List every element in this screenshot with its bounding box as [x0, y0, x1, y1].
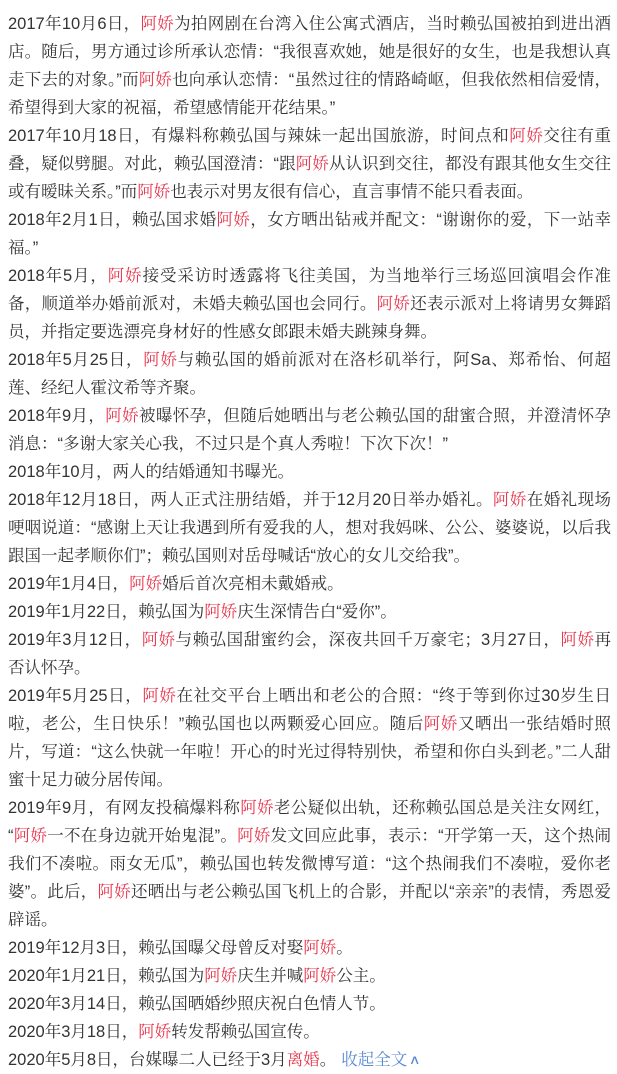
highlighted-keyword[interactable]: 阿娇 [204, 967, 238, 985]
paragraph-text: 老公疑似出轨，还称赖弘国总是关注女网红，“ [8, 799, 612, 845]
article-paragraph [8, 1018, 611, 1046]
paragraph-text: 从认识到交往，都没有跟其他女生交往或有暧昧关系。”而 [8, 155, 612, 201]
paragraph-text: 交往有重叠，疑似劈腿。对此，赖弘国澄清：“跟 [8, 127, 612, 173]
highlighted-keyword[interactable]: 阿娇 [492, 491, 527, 509]
highlighted-keyword[interactable]: 阿娇 [129, 575, 163, 593]
paragraph-text: 公主。 [336, 967, 386, 985]
article-paragraph [8, 934, 611, 962]
article-paragraph [8, 1046, 611, 1074]
paragraph-text: 2018年5月25日， [8, 351, 144, 369]
article-paragraph [8, 402, 611, 458]
paragraph-text: 也表示对男友很有信心，直言事情不能只看表面。 [170, 183, 534, 201]
collapse-link-label: 收起全文 [341, 1051, 408, 1069]
paragraph-text: 2020年3月18日， [8, 1023, 139, 1041]
highlighted-keyword[interactable]: 阿娇 [141, 631, 176, 649]
highlighted-keyword[interactable]: 阿娇 [142, 687, 177, 705]
paragraph-text: 。 [319, 1051, 337, 1069]
paragraph-text: 2017年10月6日， [8, 15, 141, 33]
highlighted-keyword[interactable]: 阿娇 [204, 603, 238, 621]
paragraph-text: 2018年12月18日，两人正式注册结婚，并于12月20日举办婚礼。 [8, 491, 493, 509]
highlighted-keyword[interactable]: 阿娇 [303, 939, 337, 957]
article-paragraph [8, 990, 611, 1018]
paragraph-text: 被曝怀孕，但随后她晒出与老公赖弘国的甜蜜合照，并澄清怀孕消息：“多谢大家关心我，不过只是个真人秀啦！下次下次！” [8, 407, 612, 453]
paragraph-text: 庆生深情告白“爱你”。 [237, 603, 397, 621]
paragraph-text: 2019年5月25日， [8, 687, 143, 705]
paragraph-text: 再否认怀孕。 [8, 631, 611, 677]
article-paragraph [8, 122, 611, 206]
paragraph-text: 还表示派对上将请男女舞蹈员，并指定要选漂亮身材好的性感女郎跟未婚夫跳辣身舞。 [8, 295, 612, 341]
paragraph-text: 一不在身边就开始鬼混”。 [47, 827, 238, 845]
paragraph-text: 又晒出一张结婚时照片，写道：“这么快就一年啦！开心的时光过得特别快，希望和你白头到老。”二人甜蜜十足力破分居传闻。 [8, 715, 612, 789]
highlighted-keyword[interactable]: 阿娇 [423, 715, 458, 733]
paragraph-text: 接受采访时透露将飞往美国，为当地举行三场巡回演唱会作准备，顺道举办婚前派对，未婚夫赖弘国也会同行。 [8, 267, 611, 313]
paragraph-text: 2020年1月21日，赖弘国为 [8, 967, 205, 985]
paragraph-text: 2019年3月12日， [8, 631, 142, 649]
highlighted-keyword[interactable]: 阿娇 [376, 295, 411, 313]
paragraph-text: 在社交平台上晒出和老公的合照：“终于等到你过30岁生日啦，老公，生日快乐！”赖弘国也以两颗爱心回应。随后 [8, 687, 611, 733]
paragraph-text: 2020年3月14日，赖弘国晒婚纱照庆祝白色情人节。 [8, 995, 386, 1013]
paragraph-text: 在婚礼现场哽咽说道：“感谢上天让我遇到所有爱我的人，想对我妈咪、公公、婆婆说，以后我跟国一起孝顺你们”；赖弘国则对岳母喊话“放心的女儿交给我”。 [8, 491, 612, 565]
paragraph-text: 2019年1月22日，赖弘国为 [8, 603, 205, 621]
paragraph-text: 2018年10月，两人的结婚通知书曝光。 [8, 463, 295, 481]
paragraph-text: 与赖弘国的婚前派对在洛杉矶举行，阿Sa、郑希怡、何超莲、经纪人霍汶希等齐聚。 [8, 351, 611, 397]
article-paragraph [8, 458, 611, 486]
paragraph-text: 2019年9月，有网友投稿爆料称 [8, 799, 241, 817]
article-paragraph [8, 206, 611, 262]
highlighted-keyword[interactable]: 阿娇 [138, 71, 173, 89]
highlighted-keyword[interactable]: 阿娇 [560, 631, 595, 649]
highlighted-keyword[interactable]: 离婚 [286, 1051, 320, 1069]
paragraph-text: 发文回应此事，表示：“开学第一天，这个热闹我们不凑啦。雨女无瓜”，赖弘国也转发微博写道：“这个热闹我们不凑啦，爱你老婆”。此后， [8, 827, 612, 901]
paragraph-text: 与赖弘国甜蜜约会，深夜共回千万豪宅；3月27日， [175, 631, 561, 649]
article-paragraph [8, 346, 611, 402]
highlighted-keyword[interactable]: 阿娇 [295, 155, 329, 173]
paragraph-text: 2018年5月， [8, 267, 108, 285]
paragraph-text: 为拍网剧在台湾入住公寓式酒店，当时赖弘国被拍到进出酒店。随后，男方通过诊所承认恋情：“我很喜欢她，她是很好的女生，也是我想认真走下去的对象。”而 [8, 15, 611, 89]
paragraph-text: 。 [336, 939, 353, 957]
article-paragraph [8, 598, 611, 626]
highlighted-keyword[interactable]: 阿娇 [13, 827, 48, 845]
paragraph-text: 2020年5月8日，台媒曝二人已经于3月 [8, 1051, 287, 1069]
highlighted-keyword[interactable]: 阿娇 [97, 883, 131, 901]
highlighted-keyword[interactable]: 阿娇 [216, 211, 251, 229]
article-paragraph [8, 682, 611, 794]
highlighted-keyword[interactable]: 阿娇 [240, 799, 274, 817]
highlighted-keyword[interactable]: 阿娇 [137, 183, 171, 201]
paragraph-text: 2018年9月， [8, 407, 106, 425]
paragraph-text: 庆生并喊 [237, 967, 304, 985]
article-paragraph [8, 486, 611, 570]
article-paragraph [8, 570, 611, 598]
paragraph-text: 还晒出与老公赖弘国飞机上的合影，并配以“亲亲”的表情，秀恩爱辟谣。 [8, 883, 612, 929]
article-paragraph [8, 10, 611, 122]
paragraph-text: 2019年12月3日，赖弘国曝父母曾反对娶 [8, 939, 304, 957]
paragraph-text: 也向承认恋情：“虽然过往的情路崎岖，但我依然相信爱情，希望得到大家的祝福，希望感情能开花结果。” [8, 71, 611, 117]
highlighted-keyword[interactable]: 阿娇 [140, 15, 175, 33]
article-paragraph [8, 794, 611, 934]
collapse-full-text-link[interactable] [341, 1051, 420, 1069]
paragraph-text: 2017年10月18日，有爆料称赖弘国与辣妹一起出国旅游，时间点和 [8, 127, 510, 145]
paragraph-text: 2019年1月4日， [8, 575, 130, 593]
paragraph-text: 2018年2月1日，赖弘国求婚 [8, 211, 217, 229]
chevron-up-icon: ∧ [409, 1052, 421, 1067]
highlighted-keyword[interactable]: 阿娇 [237, 827, 271, 845]
highlighted-keyword[interactable]: 阿娇 [509, 127, 544, 145]
highlighted-keyword[interactable]: 阿娇 [303, 967, 337, 985]
paragraph-text: 转发帮赖弘国宣传。 [171, 1023, 320, 1041]
paragraph-text: 婚后首次亮相未戴婚戒。 [162, 575, 344, 593]
article-paragraph [8, 626, 611, 682]
highlighted-keyword[interactable]: 阿娇 [143, 351, 178, 369]
paragraph-text: ，女方晒出钻戒并配文：“谢谢你的爱，下一站幸福。” [8, 211, 612, 257]
article-paragraph [8, 962, 611, 990]
highlighted-keyword[interactable]: 阿娇 [138, 1023, 172, 1041]
highlighted-keyword[interactable]: 阿娇 [107, 267, 143, 285]
article-paragraph [8, 262, 611, 346]
highlighted-keyword[interactable]: 阿娇 [105, 407, 139, 425]
